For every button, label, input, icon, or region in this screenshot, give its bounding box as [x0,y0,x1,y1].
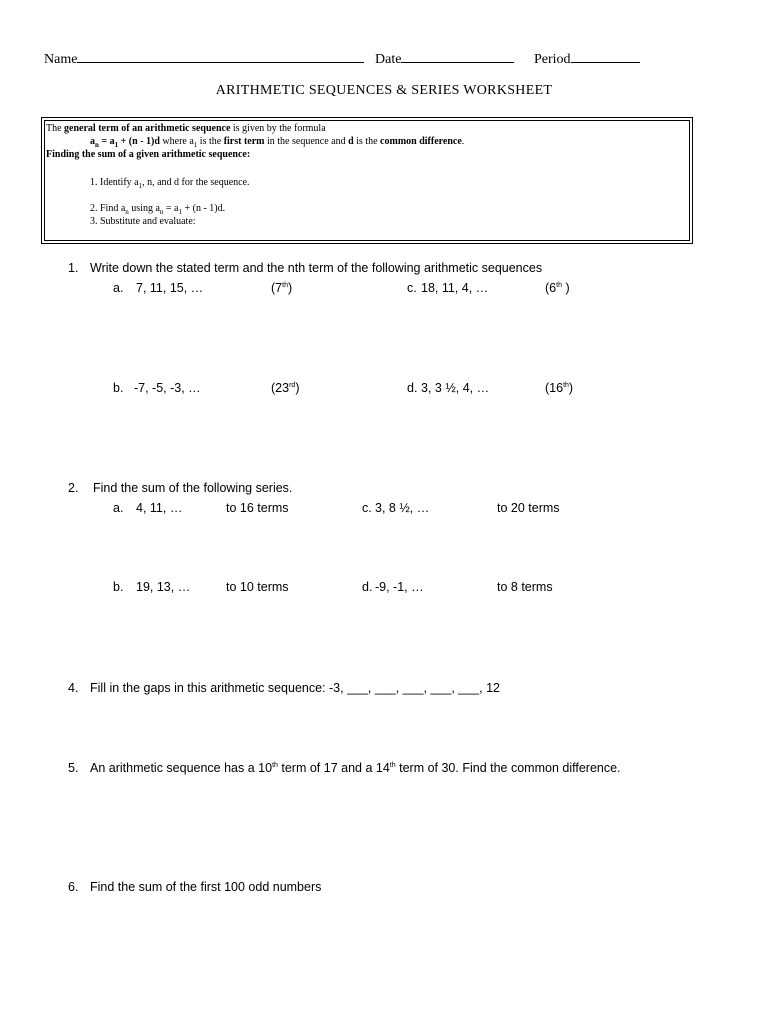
q2-c-label: c. [362,501,372,515]
date-label: Date [375,52,402,67]
info-text: is the [353,136,381,147]
q1-d-label: d. [407,381,418,395]
question-number: 4. [68,681,79,695]
q2-a-label: a. [113,501,124,515]
q2-b-terms: to 10 terms [226,580,289,594]
q2-d-sequence: -9, -1, … [375,580,424,594]
period-underline[interactable] [571,47,640,63]
step-1: 1. Identify $a_1$, n, and d for the sequence. [90,177,250,190]
period-label: Period [534,52,571,67]
first-term-bold: first term [223,136,265,147]
q2-c-terms: to 20 terms [497,501,560,515]
question-2 [68,481,292,495]
info-text: . [461,136,465,147]
question-number: 1. [68,261,79,275]
q1-a-sequence: 7, 11, 15, … [136,281,204,295]
q1-d-sequence: 3, 3 ½, 4, … [421,381,490,395]
date-field[interactable] [375,47,514,68]
q1-a-label: a. [113,281,124,295]
q2-c-sequence: 3, 8 ½, … [375,501,430,515]
formula-text: $a_n = a_1 + (n - 1)d$ [90,136,160,149]
q2-a-sequence: 4, 11, … [136,501,183,515]
question-4 [68,681,500,695]
q2-b-sequence: 19, 13, … [136,580,191,594]
q1-c-label: c. [407,281,417,295]
info-text: in the sequence and [264,136,349,147]
q2-d-label: d. [362,580,373,594]
question-6 [68,880,321,894]
question-number: 2. [68,481,79,495]
step-2: 2. Find $a_n$ using $a_n = a_1 + (n - 1)d$. [90,203,226,216]
common-difference-bold: common difference [380,136,462,147]
q1-a-term: (7th) [271,281,293,295]
info-text: The [46,123,65,134]
q2-d-terms: to 8 terms [497,580,553,594]
q1-c-sequence: 18, 11, 4, … [421,281,489,295]
info-bold-text: general term of an arithmetic sequence [64,123,231,134]
worksheet-title: ARITHMETIC SEQUENCES & SERIES WORKSHEET [215,83,553,98]
question-text: Find the sum of the following series. [93,481,293,495]
name-underline[interactable] [77,47,364,63]
name-field[interactable] [44,47,364,68]
finding-sum-text: Finding the sum of a given arithmetic sequence: [46,149,251,160]
q1-d-term: (16th) [545,381,574,395]
info-text: where $a_1$ is the [159,136,224,149]
d-bold: d [348,136,354,147]
question-number: 6. [68,880,79,894]
q1-b-label: b. [113,381,124,395]
question-5 [68,761,621,775]
finding-sum-heading [46,148,250,161]
question-text: Fill in the gaps in this arithmetic sequence: -3, ___, ___, ___, ___, ___, 12 [90,681,500,695]
period-field[interactable] [534,47,640,68]
info-formula-line [90,135,464,148]
question-1 [68,261,542,275]
question-number: 5. [68,761,79,775]
q2-a-terms: to 16 terms [226,501,289,515]
info-line-1 [46,122,326,135]
question-text: An arithmetic sequence has a 10th term of 17 and a 14th term of 30. Find the common difference. [90,761,621,775]
q1-b-sequence: -7, -5, -3, … [134,381,201,395]
name-label: Name [44,52,78,67]
question-text: Write down the stated term and the nth term of the following arithmetic sequences [90,261,543,275]
q1-b-term: (23rd) [271,381,300,395]
q2-b-label: b. [113,580,124,594]
step-3: 3. Substitute and evaluate: [90,216,196,227]
info-text: is given by the formula [230,123,326,134]
q1-c-term: (6th ) [545,281,570,295]
date-underline[interactable] [401,47,514,63]
question-text: Find the sum of the first 100 odd numbers [90,880,322,894]
